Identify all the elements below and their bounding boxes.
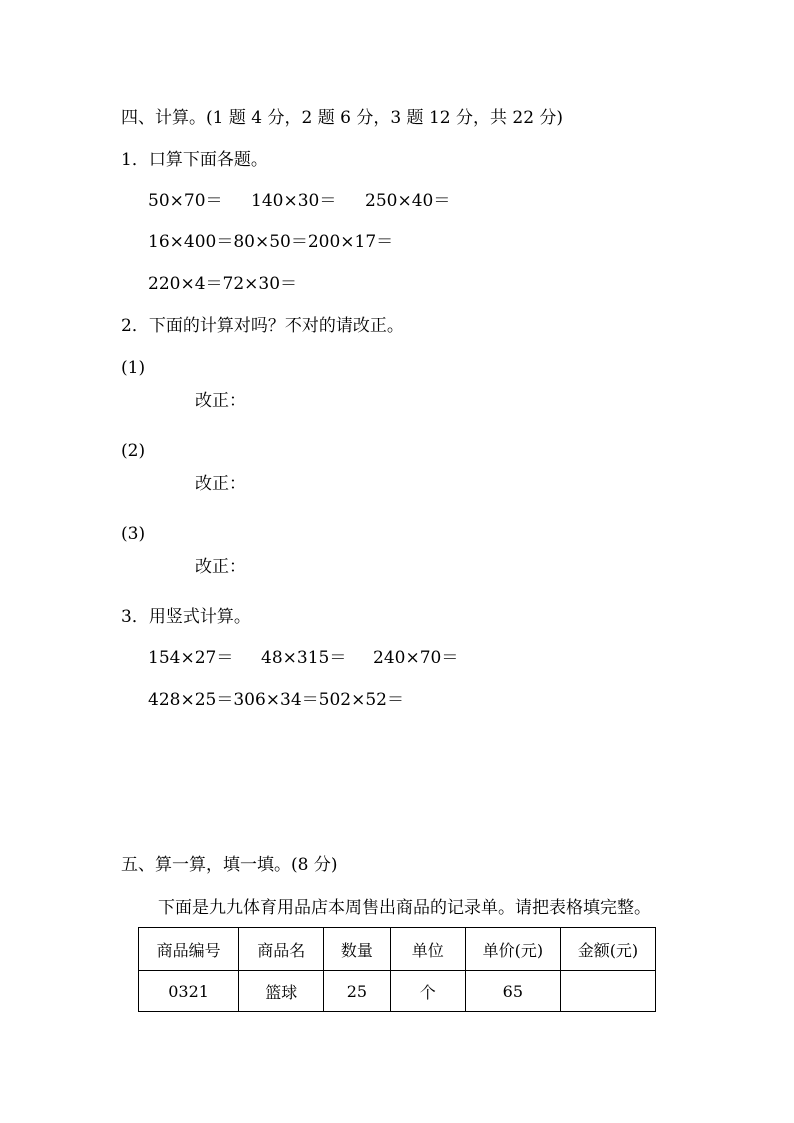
- q1-expr: 50×70＝: [148, 191, 223, 211]
- q1-title: 1．口算下面各题。: [121, 150, 268, 170]
- section4-title: 四、计算。(1 题 4 分，2 题 6 分，3 题 12 分，共 22 分): [121, 108, 564, 128]
- q1-expr: 140×30＝: [251, 191, 337, 211]
- record-table: [138, 927, 656, 1012]
- q3-expr: 48×315＝: [261, 648, 347, 668]
- q2-fix-label: 改正：: [195, 391, 246, 411]
- table-header-cell: 金额(元): [560, 928, 655, 971]
- q2-title: 2．下面的计算对吗？不对的请改正。: [121, 316, 404, 336]
- q2-fix-label: 改正：: [195, 557, 246, 577]
- section5-title: 五、算一算，填一填。(8 分): [121, 855, 338, 875]
- table-cell: 个: [390, 971, 465, 1012]
- q2-item-label: (3): [121, 524, 146, 544]
- table-cell: 65: [465, 971, 560, 1012]
- q2-item-label: (1): [121, 358, 146, 378]
- table-cell: 篮球: [239, 971, 324, 1012]
- q3-expr: 240×70＝: [373, 648, 459, 668]
- q2-fix-label: 改正：: [195, 474, 246, 494]
- table-cell-blank[interactable]: [560, 971, 655, 1012]
- table-header-cell: 单位: [390, 928, 465, 971]
- table-header-row: [139, 928, 656, 971]
- table-row: [139, 971, 656, 1012]
- table-header-cell: 商品编号: [139, 928, 239, 971]
- table-header-cell: 单价(元): [465, 928, 560, 971]
- table-header-cell: 数量: [324, 928, 390, 971]
- q1-expr: 250×40＝: [365, 191, 451, 211]
- q3-expr: 154×27＝: [148, 648, 234, 668]
- q2-item-label: (2): [121, 441, 146, 461]
- table-cell: 25: [324, 971, 390, 1012]
- q1-expr-row2: 16×400＝80×50＝200×17＝: [148, 232, 394, 252]
- table-cell: 0321: [139, 971, 239, 1012]
- q3-title: 3．用竖式计算。: [121, 607, 251, 627]
- table-header-cell: 商品名: [239, 928, 324, 971]
- q1-expr-row3: 220×4＝72×30＝: [148, 274, 298, 294]
- q3-expr-row2: 428×25＝306×34＝502×52＝: [148, 690, 404, 710]
- section5-intro: 下面是九九体育用品店本周售出商品的记录单。请把表格填完整。: [158, 898, 651, 918]
